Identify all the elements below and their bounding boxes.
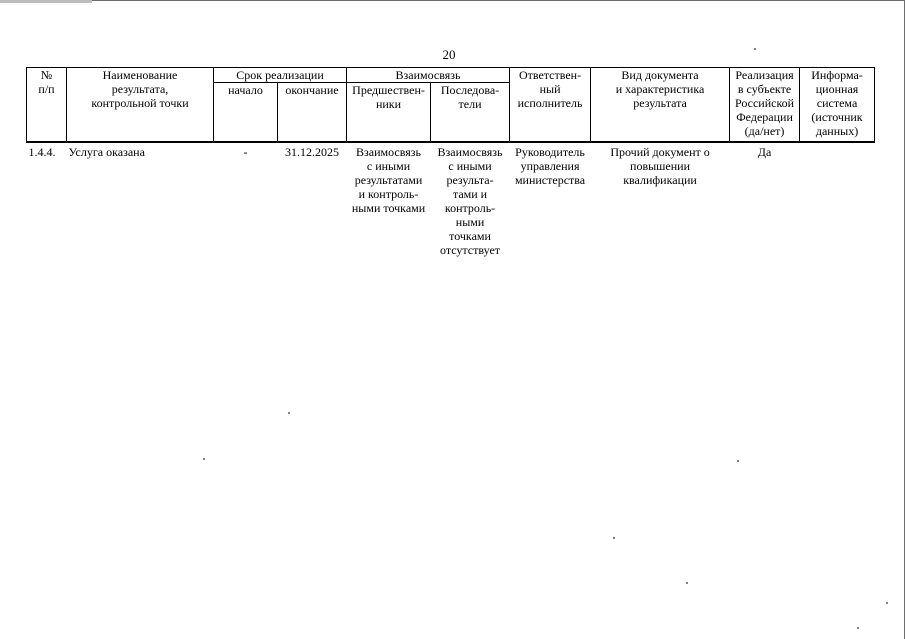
row-doc-type: Прочий документ о повышении квалификации [591,142,730,257]
row-info-system [800,142,875,257]
scan-speck [754,48,756,50]
row-subject: Да [730,142,800,257]
col-relation-header: Взаимосвязь [347,68,510,83]
scan-speck [686,582,688,584]
col-num-header: № п/п [27,68,67,143]
col-end-header: окончание [278,83,347,143]
row-num: 1.4.4. [27,142,67,257]
scan-speck [288,412,290,414]
results-table [26,67,875,257]
col-start-header: начало [214,83,278,143]
col-doc-type-header: Вид документа и характеристика результата [591,68,730,143]
scan-speck [886,602,888,604]
col-subject-header: Реализация в субъекте Российской Федерации (да/нет) [730,68,800,143]
scan-speck [737,460,739,462]
col-name-header: Наименование результата, контрольной точки [67,68,214,143]
col-period-header: Срок реализации [214,68,347,83]
scan-speck [857,627,859,629]
header-row-1 [27,68,875,83]
scan-mark [0,0,92,3]
scan-speck [203,458,205,460]
col-responsible-header: Ответствен- ный исполнитель [510,68,591,143]
row-end: 31.12.2025 [278,142,347,257]
page-number: 20 [442,47,456,62]
col-pred-header: Предшествен- ники [347,83,431,143]
row-responsible: Руководитель управления министерства [510,142,591,257]
col-succ-header: Последова- тели [431,83,510,143]
row-pred: Взаимосвязь с иными результатами и контроль- ными точками [347,142,431,257]
row-start: - [214,142,278,257]
row-name: Услуга оказана [67,142,214,257]
row-succ: Взаимосвязь с иными результа- тами и контроль- ными точками отсутствует [431,142,510,257]
scan-edge-top [0,0,905,1]
table-row [27,142,875,257]
col-info-system-header: Информа- ционная система (источник данных) [800,68,875,143]
scan-speck [613,537,615,539]
